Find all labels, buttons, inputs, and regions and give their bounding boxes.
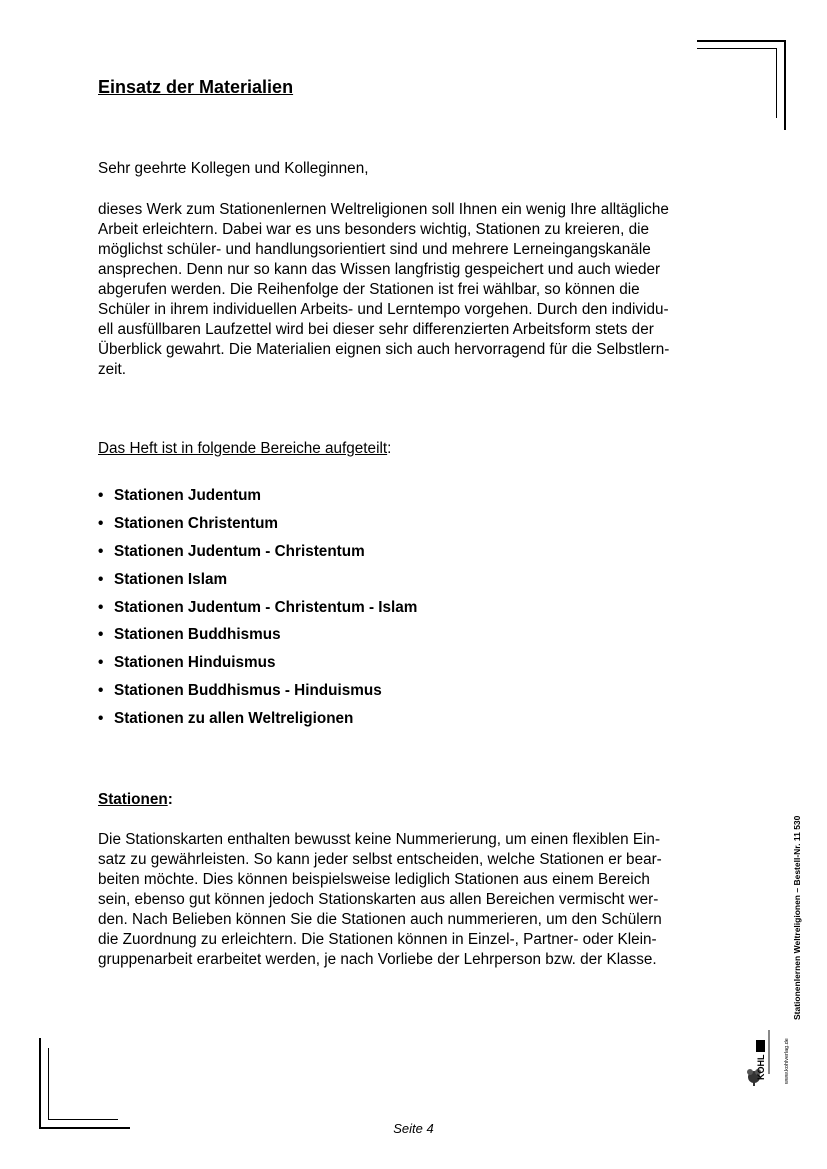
bullet-icon: • (98, 654, 104, 672)
stationen-paragraph (98, 830, 728, 970)
intro-line: möglichst schüler- und handlungsorientiert sind und mehrere Lerneingangskanäle (98, 241, 651, 258)
stationen-heading-text: Stationen (98, 791, 168, 808)
intro-line: Schüler in ihrem individuellen Arbeits- und Lerntempo vorgehen. Durch den individu- (98, 301, 669, 318)
intro-line: Überblick gewahrt. Die Materialien eignen sich auch hervorragend für die Selbstlern- (98, 341, 670, 358)
station-label: Stationen Buddhismus (114, 626, 281, 644)
station-list-item (98, 486, 417, 514)
station-list-item (98, 598, 417, 626)
intro-line: zeit. (98, 361, 127, 378)
station-list-item (98, 681, 417, 709)
station-label: Stationen Judentum - Christentum - Islam (114, 598, 418, 616)
bullet-icon: • (98, 570, 104, 588)
station-list-item (98, 653, 417, 681)
stationen-heading-colon: : (167, 791, 173, 808)
stationen-line: beiten möchte. Dies können beispielsweise lediglich Stationen aus einem Bereich (98, 871, 650, 888)
greeting: Sehr geehrte Kollegen und Kolleginnen, (98, 160, 369, 177)
sections-heading (98, 439, 391, 459)
kohl-logo-icon (744, 1020, 778, 1086)
bullet-icon: • (98, 710, 104, 728)
bullet-icon: • (98, 542, 104, 560)
station-list-item (98, 542, 417, 570)
bullet-icon: • (98, 487, 104, 504)
station-label: Stationen Judentum - Christentum (114, 542, 365, 560)
bullet-icon: • (98, 626, 104, 644)
intro-line: abgerufen werden. Die Reihenfolge der Stationen ist frei wählbar, so können die (98, 281, 640, 298)
publisher-url: www.kohlverlag.de (784, 1038, 790, 1084)
stationen-line: satz zu gewährleisten. So kann jeder selbst entscheiden, welche Stationen er bear- (98, 851, 662, 868)
stations-list (98, 486, 417, 737)
intro-line: dieses Werk zum Stationenlernen Weltreligionen soll Ihnen ein wenig Ihre alltägliche (98, 201, 669, 218)
station-list-item (98, 625, 417, 653)
station-label: Stationen Islam (114, 570, 228, 588)
sections-heading-colon: : (387, 440, 392, 457)
bullet-icon: • (98, 514, 104, 532)
sections-heading-text: Das Heft ist in folgende Bereiche aufgeteilt (98, 440, 388, 457)
stationen-line: gruppenarbeit erarbeitet werden, je nach Vorliebe der Lehrperson bzw. der Klasse. (98, 951, 657, 968)
station-list-item (98, 570, 417, 598)
station-label: Stationen Judentum (114, 487, 262, 504)
publisher-logo (744, 1020, 778, 1086)
stationen-line: sein, ebenso gut können jedoch Stationskarten aus allen Bereichen vermischt wer- (98, 891, 659, 908)
stationen-line: Die Stationskarten enthalten bewusst keine Nummerierung, um einen flexiblen Ein- (98, 831, 661, 848)
side-product-text: Stationenlernen Weltreligionen – Bestell-Nr. 11 530 (792, 815, 802, 1020)
stationen-line: den. Nach Belieben können Sie die Stationen auch nummerieren, um den Schülern (98, 911, 662, 928)
intro-line: ansprechen. Denn nur so kann das Wissen langfristig gespeichert und auch wieder (98, 261, 661, 278)
intro-line: ell ausfüllbaren Laufzettel wird bei dieser sehr differenzierten Arbeitsform stets der (98, 321, 654, 338)
bullet-icon: • (98, 682, 104, 700)
stationen-line: die Zuordnung zu erleichtern. Die Stationen können in Einzel-, Partner- oder Klein- (98, 931, 657, 948)
page-title: Einsatz der Materialien (98, 77, 294, 97)
station-label: Stationen zu allen Weltreligionen (114, 710, 354, 728)
stationen-heading (98, 790, 173, 810)
intro-line: Arbeit erleichtern. Dabei war es uns besonders wichtig, Stationen zu kreieren, die (98, 221, 649, 238)
station-label: Stationen Buddhismus - Hinduismus (114, 682, 382, 700)
station-list-item (98, 709, 417, 737)
station-label: Stationen Hinduismus (114, 654, 276, 672)
bullet-icon: • (98, 598, 104, 616)
station-list-item (98, 514, 417, 542)
publisher-logo-text: KOHL (756, 1054, 766, 1080)
intro-paragraph (98, 200, 728, 380)
page-number: Seite 4 (393, 1121, 434, 1136)
station-label: Stationen Christentum (114, 514, 279, 532)
